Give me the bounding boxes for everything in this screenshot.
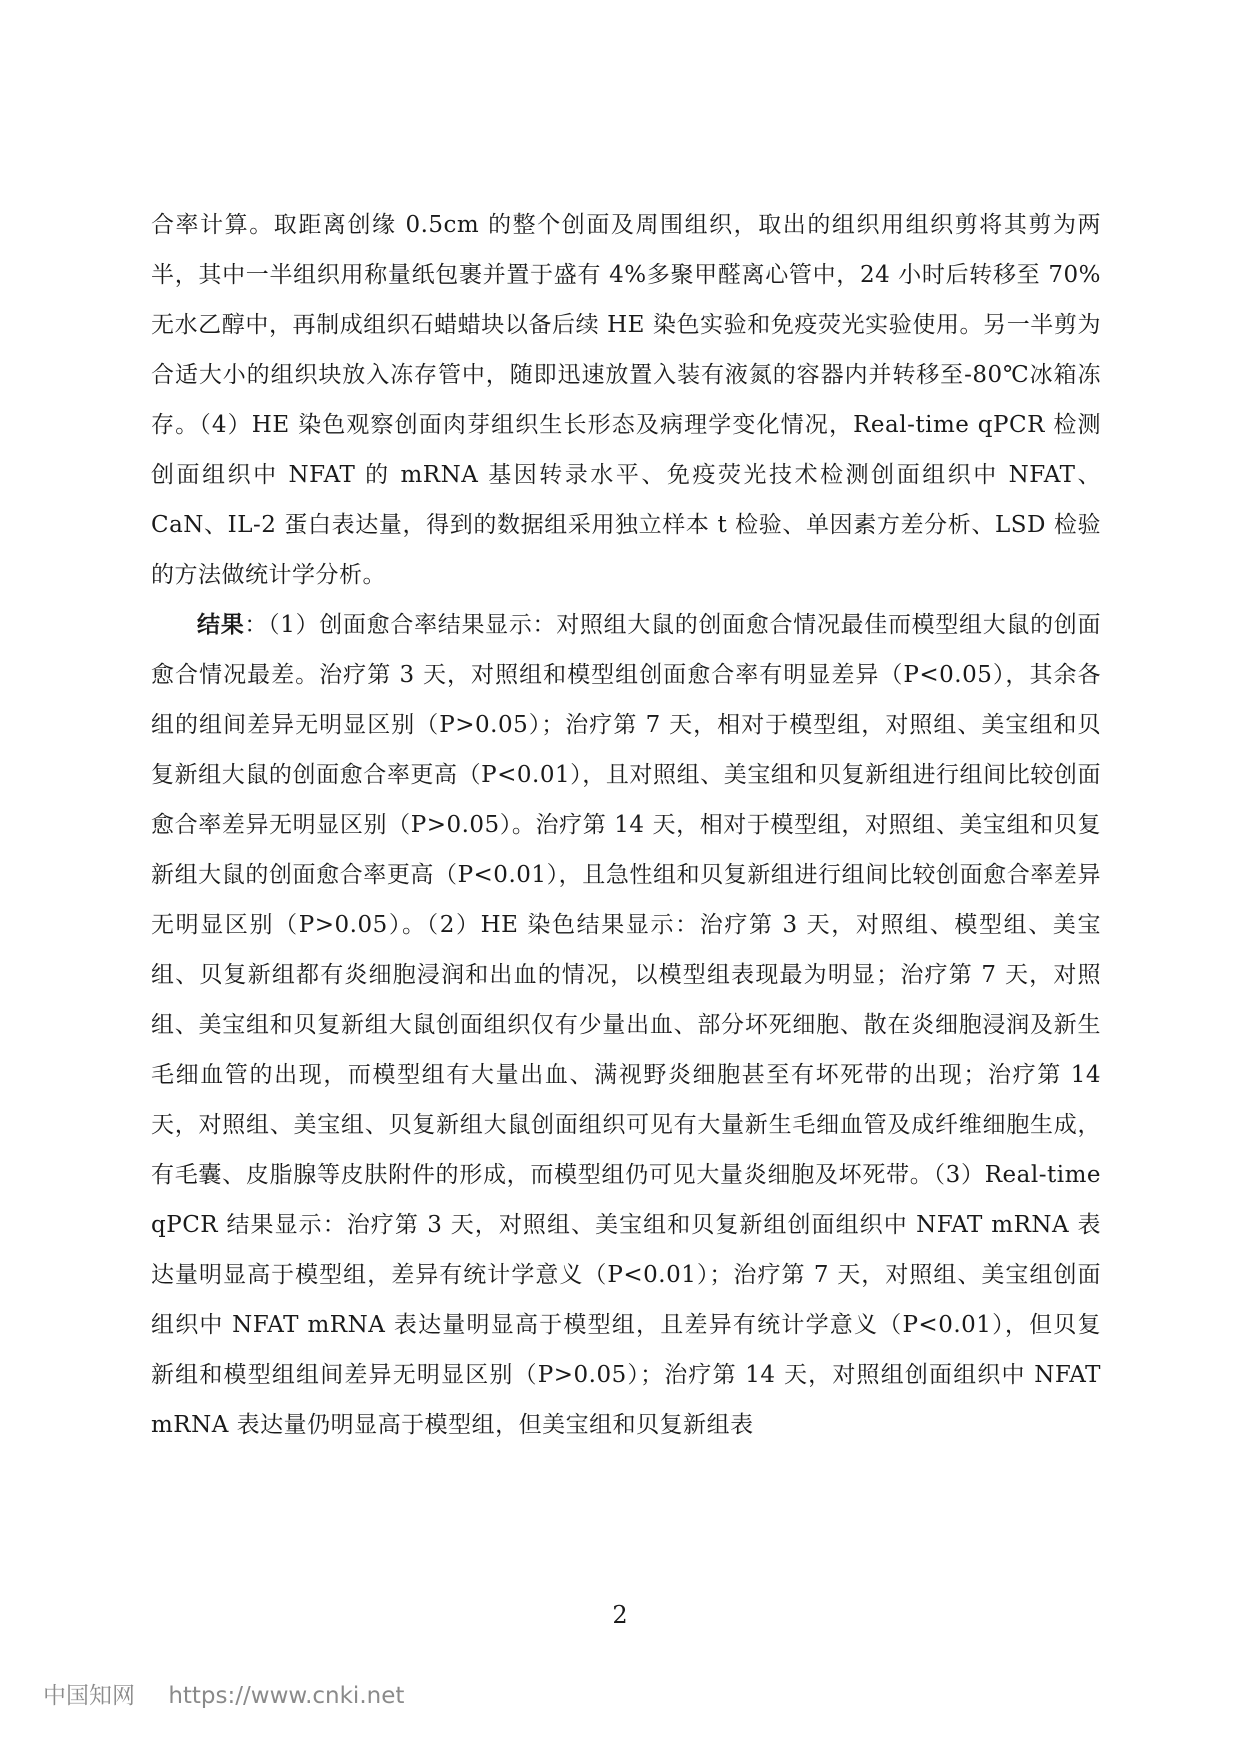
paragraph-methods-continued — [151, 200, 1101, 600]
paragraph-results — [151, 600, 1101, 1450]
page-number: 2 — [612, 1601, 628, 1629]
footer-watermark — [43, 1677, 404, 1710]
paragraph-text: ：（1）创面愈合率结果显示：对照组大鼠的创面愈合情况最佳而模型组大鼠的创面愈合情况最差。治疗第 3 天，对照组和模型组创面愈合率有明显差异（P<0.05），其余各组的组间差异无明显区别（P>0.05）；治疗第 7 天，相对于模型组，对照组、美宝组和贝复新组大鼠的创面愈合率更高（P<0.01），且对照组、美宝组和贝复新组进行组间比较创面愈合率差异无明显区别（P>0.05）。治疗第 14 天，相对于模型组，对照组、美宝组和贝复新组大鼠的创面愈合率更高（P<0.01），且急性组和贝复新组进行组间比较创面愈合率差异无明显区别（P>0.05）。（2）HE 染色结果显示：治疗第 3 天，对照组、模型组、美宝组、贝复新组都有炎细胞浸润和出血的情况，以模型组表现最为明显；治疗第 7 天，对照组、美宝组和贝复新组大鼠创面组织仅有少量出血、部分坏死细胞、散在炎细胞浸润及新生毛细血管的出现，而模型组有大量出血、满视野炎细胞甚至有坏死带的出现；治疗第 14 天，对照组、美宝组、贝复新组大鼠创面组织可见有大量新生毛细血管及成纤维细胞生成，有毛囊、皮脂腺等皮肤附件的形成，而模型组仍可见大量炎细胞及坏死带。（3）Real-time qPCR 结果显示：治疗第 3 天，对照组、美宝组和贝复新组创面组织中 NFAT mRNA 表达量明显高于模型组，差异有统计学意义（P<0.01）；治疗第 7 天，对照组、美宝组创面组织中 NFAT mRNA 表达量明显高于模型组，且差异有统计学意义（P<0.01），但贝复新组和模型组组间差异无明显区别（P>0.05）；治疗第 14 天，对照组创面组织中 NFAT mRNA 表达量仍明显高于模型组，但美宝组和贝复新组表 — [151, 612, 1101, 1438]
cnki-logo-text: 中国知网 — [43, 1683, 135, 1709]
body-text — [151, 200, 1101, 1450]
results-label: 结果 — [197, 611, 245, 638]
paragraph-text: 合率计算。取距离创缘 0.5cm 的整个创面及周围组织，取出的组织用组织剪将其剪为两半，其中一半组织用称量纸包裹并置于盛有 4%多聚甲醛离心管中，24 小时后转移至 70%无水乙醇中，再制成组织石蜡蜡块以备后续 HE 染色实验和免疫荧光实验使用。另一半剪为合适大小的组织块放入冻存管中，随即迅速放置入装有液氮的容器内并转移至-80℃冰箱冻存。（4）HE 染色观察创面肉芽组织生长形态及病理学变化情况，Real-time qPCR 检测创面组织中 NFAT 的 mRNA 基因转录水平、免疫荧光技术检测创面组织中 NFAT、CaN、IL-2 蛋白表达量，得到的数据组采用独立样本 t 检验、单因素方差分析、LSD 检验的方法做统计学分析。 — [151, 212, 1102, 588]
cnki-url[interactable]: https://www.cnki.net — [168, 1683, 405, 1709]
